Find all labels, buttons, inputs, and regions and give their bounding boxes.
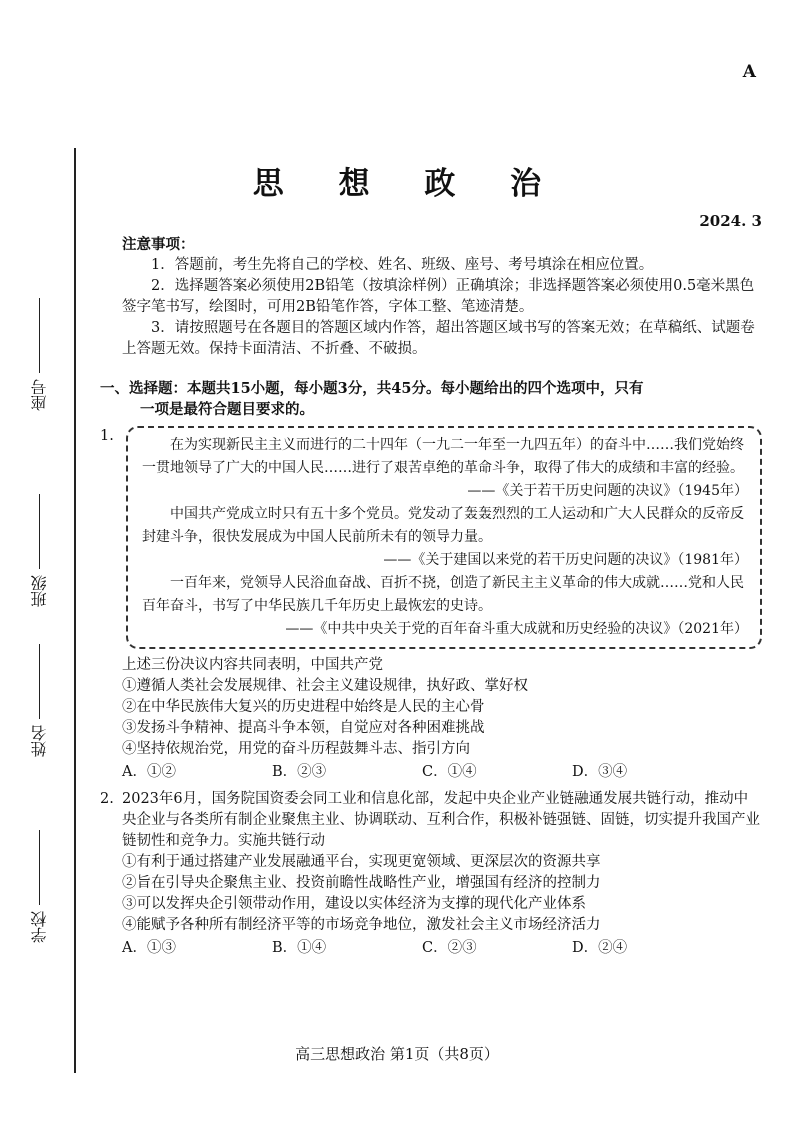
question-2 [100,789,762,959]
question-stem: 2023年6月，国务院国资委会同工业和信息化部，发起中央企业产业链融通发展共链行动，推动中央企业与各类所有制企业聚焦主业、协调联动、互利合作，积极补链强链、固链，切实提升我国产业链韧性和竞争力。实施共链行动 [122,791,760,849]
question-number: 1. [100,428,114,444]
statement-1: ①有利于通过搭建产业发展融通平台，实现更宽领域、更深层次的资源共享 [122,854,601,870]
notice-item-1: 1．答题前，考生先将自己的学校、姓名、班级、座号、考号填涂在相应位置。 [151,257,654,273]
exam-content [100,234,762,959]
answer-choices [122,938,762,959]
statement-3: ③可以发挥央企引领带动作用，建设以实体经济为支撑的现代化产业体系 [122,896,586,912]
question-stem: 上述三份决议内容共同表明，中国共产党 [122,657,383,673]
material-paragraph: 在为实现新民主主义而进行的二十四年（一九二一年至一九四五年）的奋斗中……我们党始终一贯地领导了广大的中国人民……进行了艰苦卓绝的革命斗争，取得了伟大的成绩和丰富的经验。 [142,437,744,476]
page-footer: 高三思想政治 第1页（共8页） [295,1045,499,1063]
material-source: ——《中共中央关于党的百年奋斗重大成就和历史经验的决议》（2021年） [285,621,748,637]
question-number: 2. [100,791,114,807]
choice-a: A．①② [122,764,176,780]
statement-2: ②旨在引导央企聚焦主业、投资前瞻性战略性产业，增强国有经济的控制力 [122,875,601,891]
page-title: 思 想 政 治 [252,166,564,202]
school-label: 学校 [28,830,51,943]
notice [122,234,762,360]
material-box [126,426,762,649]
choice-c: C．①④ [422,764,477,780]
answer-choices [122,762,762,783]
choice-c: C．②③ [422,940,477,956]
exam-date: 2024. 3 [699,212,762,230]
statement-3: ③发扬斗争精神、提高斗争本领，自觉应对各种困难挑战 [122,720,485,736]
statement-2: ②在中华民族伟大复兴的历史进程中始终是人民的主心骨 [122,699,485,715]
statement-4: ④坚持依规治党，用党的奋斗历程鼓舞斗志、指引方向 [122,741,470,757]
statement-1: ①遵循人类社会发展规律、社会主义建设规律，执好政、掌好权 [122,678,528,694]
choice-a: A．①③ [122,940,176,956]
choice-d: D．②④ [572,940,628,956]
choice-b: B．②③ [272,764,327,780]
binding-line [74,148,76,1073]
question-1 [100,426,762,783]
material-paragraph: 一百年来，党领导人民浴血奋战、百折不挠，创造了新民主主义革命的伟大成就……党和人民百年奋斗，书写了中华民族几千年历史上最恢宏的史诗。 [142,575,744,614]
name-label: 姓名 [28,644,51,757]
notice-heading: 注意事项： [122,236,195,253]
choice-b: B．①④ [272,940,327,956]
notice-item-3: 3．请按照题号在各题目的答题区域内作答，超出答题区域书写的答案无效；在草稿纸、试题卷上答题无效。保持卡面清洁、不折叠、不破损。 [122,320,755,357]
seat-label: 座号 [28,298,51,411]
statement-4: ④能赋予各种所有制经济平等的市场竞争地位，激发社会主义市场经济活力 [122,917,601,933]
material-source: ——《关于若干历史问题的决议》（1945年） [467,483,748,499]
choice-d: D．③④ [572,764,628,780]
class-label: 班级 [28,494,51,607]
notice-item-2: 2．选择题答案必须使用2B铅笔（按填涂样例）正确填涂；非选择题答案必须使用0.5毫米黑色签字笔书写，绘图时，可用2B铅笔作答，字体工整、笔迹清楚。 [122,278,755,315]
paper-version-mark: A [742,62,756,82]
material-paragraph: 中国共产党成立时只有五十多个党员。党发动了轰轰烈烈的工人运动和广大人民群众的反帝反封建斗争，很快发展成为中国人民前所未有的领导力量。 [142,506,744,545]
material-source: ——《关于建国以来党的若干历史问题的决议》（1981年） [383,552,748,568]
section-heading: 一、选择题：本题共15小题，每小题3分，共45分。每小题给出的四个选项中，只有 一项是最符合题目要求的。 [100,380,644,418]
